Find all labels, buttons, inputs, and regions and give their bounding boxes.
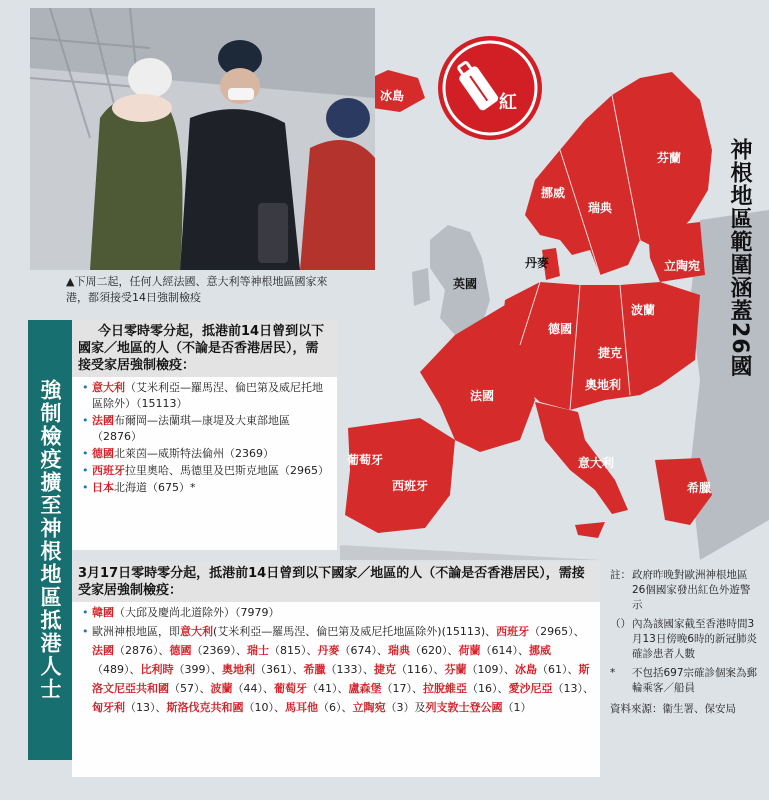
item-detail: (艾米利亞—羅馬涅、倫巴第及威尼托地區除外)(15113)、 <box>213 625 497 638</box>
item-detail: 布爾岡—法蘭琪—康堤及大東部地區（2876） <box>92 414 290 443</box>
country-name: 馬耳他 <box>285 701 318 714</box>
country-name: 列支敦士登公國 <box>425 701 503 714</box>
note-text: 不包括697宗確診個案為郵輪乘客／船員 <box>632 667 758 694</box>
country-count: （61）、 <box>537 663 579 676</box>
map-label-uk: 英國 <box>452 277 478 291</box>
item-list <box>72 377 337 496</box>
country-name: 匈牙利 <box>92 701 125 714</box>
map-label-czech: 捷克 <box>597 346 623 360</box>
country-count: （13）、 <box>552 682 594 695</box>
list-item <box>82 480 331 496</box>
item-detail: （艾米利亞—羅馬涅、倫巴第及威尼托地區除外）（15113） <box>92 381 323 410</box>
country-count: （44）、 <box>232 682 274 695</box>
panel-heading: 今日零時零分起，抵港前14日曾到以下國家／地區的人（不論是否香港居民），需接受家居強制檢疫： <box>72 320 337 377</box>
item-detail: 北海道（675）* <box>114 481 196 494</box>
item-detail: （大邱及慶尚北道除外）（7979） <box>114 606 280 619</box>
country-count: （116）、 <box>396 663 445 676</box>
country-name: 丹麥 <box>317 644 340 657</box>
schengen-country-list <box>92 625 594 714</box>
map-label-sweden: 瑞典 <box>587 201 613 215</box>
country-count: （6）、 <box>318 701 353 714</box>
map-label-lithuania: 立陶宛 <box>663 259 701 273</box>
map-label-germany: 德國 <box>547 322 573 336</box>
item-detail: 北萊茵—威斯特法倫州（2369） <box>114 447 274 460</box>
map-label-poland: 波蘭 <box>630 303 656 317</box>
country-count: （1） <box>502 701 532 714</box>
side-title: 強制檢疫擴至神根地區抵港人士 <box>28 320 72 760</box>
note <box>610 617 760 662</box>
country-name: 比利時 <box>140 663 174 676</box>
list-item <box>82 622 594 717</box>
country-count: （3）及 <box>385 701 426 714</box>
map-label-austria: 奧地利 <box>584 378 622 392</box>
country-count: （815）、 <box>269 644 318 657</box>
item-list <box>72 602 600 717</box>
country-name: 捷克 <box>374 663 396 676</box>
item-detail: 拉里奧哈、馬德里及巴斯克地區（2965） <box>125 464 329 477</box>
red-alert-badge <box>438 36 542 140</box>
map-label-greece: 希臘 <box>686 481 712 495</box>
note-text: 政府昨晚對歐洲神根地區26個國家發出紅色外遊警示 <box>632 569 751 611</box>
country-name: 芬蘭 <box>444 663 467 676</box>
country-count: （2369）、 <box>191 644 247 657</box>
country-count: （674）、 <box>339 644 388 657</box>
news-photo <box>30 8 375 270</box>
country-count: （16）、 <box>467 682 509 695</box>
country-count: （2965）、 <box>529 625 585 638</box>
list-item <box>82 446 331 462</box>
country-count: （620）、 <box>410 644 459 657</box>
baltics-shape <box>648 222 705 282</box>
country-name: 希臘 <box>303 663 326 676</box>
country-name: 日本 <box>92 481 114 494</box>
country-count: （41）、 <box>307 682 349 695</box>
map-label-portugal: 葡萄牙 <box>346 453 384 467</box>
country-count: （399）、 <box>173 663 222 676</box>
note-text: 內為該國家截至香港時間3月13日傍晚6時的新冠肺炎確診患者人數 <box>632 618 758 660</box>
map-label-finland: 芬蘭 <box>656 151 682 165</box>
map-label-denmark: 丹麥 <box>524 256 550 270</box>
country-count: （489）、 <box>92 663 141 676</box>
notes <box>610 568 760 717</box>
note-key: 註： <box>610 569 631 581</box>
country-count: （57）、 <box>169 682 211 695</box>
country-count: （10）、 <box>243 701 285 714</box>
map-label-iceland: 冰島 <box>379 89 405 103</box>
note-key: （） <box>610 618 631 630</box>
panel-march17 <box>72 562 600 777</box>
country-name: 荷蘭 <box>458 644 481 657</box>
country-name: 德國 <box>169 644 192 657</box>
list-item <box>82 463 331 479</box>
country-name: 法國 <box>92 414 114 427</box>
country-name: 愛沙尼亞 <box>508 682 553 695</box>
country-name: 西班牙 <box>92 464 125 477</box>
country-name: 拉脫維亞 <box>423 682 467 695</box>
country-name: 立陶宛 <box>352 701 386 714</box>
country-name: 奧地利 <box>222 663 255 676</box>
europe-intro: 歐洲神根地區，即 <box>92 625 180 638</box>
country-name: 意大利 <box>92 381 125 394</box>
map-title: 神根地區範圍涵蓋26國 <box>727 138 752 378</box>
country-count: （614）、 <box>480 644 529 657</box>
country-name: 葡萄牙 <box>274 682 307 695</box>
country-count: （109）、 <box>466 663 515 676</box>
panel-immediate <box>72 320 337 550</box>
country-name: 西班牙 <box>496 625 530 638</box>
country-name: 冰島 <box>515 663 537 676</box>
map-label-spain: 西班牙 <box>391 479 429 493</box>
country-name: 意大利 <box>180 625 213 638</box>
country-count: （361）、 <box>255 663 304 676</box>
country-name: 挪威 <box>529 644 551 657</box>
country-name: 斯洛文尼亞共和國 <box>92 663 590 695</box>
badge-label: 紅 <box>499 92 517 113</box>
note-key: * <box>610 667 616 679</box>
country-count: （13）、 <box>125 701 167 714</box>
list-item <box>82 380 331 412</box>
map-label-norway: 挪威 <box>540 186 566 200</box>
country-name: 斯洛伐克共和國 <box>166 701 244 714</box>
country-name: 波蘭 <box>210 682 233 695</box>
list-item <box>82 605 594 621</box>
country-name: 法國 <box>92 644 114 657</box>
country-name: 瑞士 <box>247 644 269 657</box>
map-label-france: 法國 <box>469 389 495 403</box>
country-name: 盧森堡 <box>348 682 382 695</box>
map-label-italy: 意大利 <box>577 456 615 470</box>
list-item <box>82 413 331 445</box>
country-name: 瑞典 <box>388 644 410 657</box>
note <box>610 666 760 696</box>
source-credit: 資料來源：衞生署、保安局 <box>610 703 736 715</box>
photo-caption: ▲下周二起，任何人經法國、意大利等神根地區國家來港，都須接受14日強制檢疫 <box>66 275 328 304</box>
country-count: （17）、 <box>381 682 423 695</box>
panel-heading: 3月17日零時零分起，抵港前14日曾到以下國家／地區的人（不論是否香港居民），需接受家居強制檢疫： <box>72 562 600 602</box>
country-name: 德國 <box>92 447 114 460</box>
note <box>610 568 760 613</box>
country-count: （133）、 <box>325 663 374 676</box>
country-name: 韓國 <box>92 606 114 619</box>
country-count: （2876）、 <box>114 644 170 657</box>
